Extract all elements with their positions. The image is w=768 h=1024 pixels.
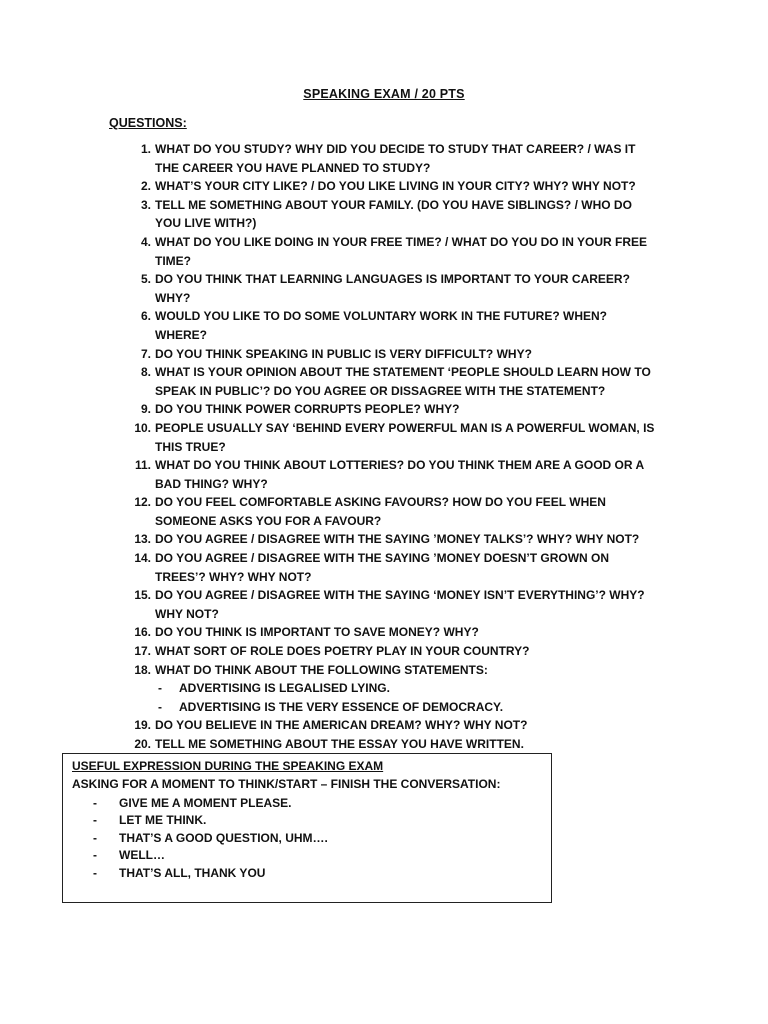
expression-text: LET ME THINK. (119, 813, 207, 828)
list-item (0, 177, 768, 196)
list-item (0, 345, 768, 364)
question-text: DO YOU THINK THAT LEARNING LANGUAGES IS IMPORTANT TO YOUR CAREER? WHY? (155, 272, 630, 305)
dash-bullet: - (93, 813, 97, 828)
question-number: 3. (140, 197, 151, 212)
list-item (0, 140, 768, 177)
question-number: 10. (134, 420, 151, 435)
question-text: DO YOU THINK IS IMPORTANT TO SAVE MONEY? WHY? (155, 625, 479, 640)
list-item (0, 196, 768, 233)
expression-text: THAT’S ALL, THANK YOU (119, 865, 266, 880)
list-item (0, 549, 768, 586)
question-number: 14. (134, 551, 151, 566)
question-text: DO YOU FEEL COMFORTABLE ASKING FAVOURS? HOW DO YOU FEEL WHEN SOMEONE ASKS YOU FOR A FAVOUR? (155, 495, 606, 528)
list-item (0, 456, 768, 493)
dash-bullet: - (93, 865, 97, 880)
question-text: WHAT DO YOU STUDY? WHY DID YOU DECIDE TO STUDY THAT CAREER? / WAS IT THE CAREER YOU HAVE PLANNED TO STUDY? (155, 142, 636, 175)
question-number: 9. (140, 402, 151, 417)
question-number: 1. (140, 142, 151, 156)
dash-bullet: - (93, 830, 97, 845)
box-title: USEFUL EXPRESSION DURING THE SPEAKING EXAM (72, 759, 384, 773)
list-item (0, 642, 768, 661)
list-item (0, 270, 768, 307)
statement-list (0, 679, 768, 716)
question-number: 11. (134, 458, 151, 473)
question-number: 7. (140, 346, 151, 361)
questions-list (0, 140, 768, 754)
question-text: WHAT SORT OF ROLE DOES POETRY PLAY IN YOUR COUNTRY? (155, 644, 530, 659)
question-text: DO YOU BELIEVE IN THE AMERICAN DREAM? WHY? WHY NOT? (155, 718, 528, 733)
question-number: 20. (134, 737, 151, 751)
question-number: 16. (134, 625, 151, 640)
expression-text: GIVE ME A MOMENT PLEASE. (119, 796, 292, 810)
question-text: DO YOU AGREE / DISAGREE WITH THE SAYING ‘MONEY ISN’T EVERYTHING’? WHY? WHY NOT? (155, 588, 645, 621)
question-text: DO YOU AGREE / DISAGREE WITH THE SAYING ’MONEY DOESN’T GROWN ON TREES’? WHY? WHY NOT? (155, 551, 610, 584)
question-text: WHAT DO THINK ABOUT THE FOLLOWING STATEMENTS: (155, 662, 488, 677)
list-item (0, 400, 768, 419)
question-number: 19. (134, 718, 151, 733)
list-item (0, 586, 768, 623)
question-number: 15. (134, 588, 151, 603)
list-item (0, 419, 768, 456)
dash-bullet: - (158, 699, 162, 714)
question-text: WHAT’S YOUR CITY LIKE? / DO YOU LIKE LIVING IN YOUR CITY? WHY? WHY NOT? (155, 179, 636, 194)
list-item (63, 847, 543, 864)
question-text: DO YOU AGREE / DISAGREE WITH THE SAYING ’MONEY TALKS’? WHY? WHY NOT? (155, 532, 640, 547)
list-item (63, 830, 543, 847)
statement-item (0, 679, 768, 698)
question-text: WHAT IS YOUR OPINION ABOUT THE STATEMENT ‘PEOPLE SHOULD LEARN HOW TO SPEAK IN PUBLIC’? DO YOU AGREE OR DISSAGREE WITH THE STATEMENT? (155, 365, 651, 398)
expressions-list (63, 795, 543, 882)
question-text: DO YOU THINK SPEAKING IN PUBLIC IS VERY DIFFICULT? WHY? (155, 346, 532, 361)
question-number: 4. (140, 234, 151, 249)
dash-bullet: - (93, 848, 97, 863)
list-item (0, 530, 768, 549)
dash-bullet: - (158, 681, 162, 696)
statement-item (0, 698, 768, 717)
expression-text: THAT’S A GOOD QUESTION, UHM…. (119, 830, 328, 845)
list-item (0, 716, 768, 735)
list-item (0, 735, 768, 754)
question-text: TELL ME SOMETHING ABOUT YOUR FAMILY. (DO YOU HAVE SIBLINGS? / WHO DO YOU LIVE WITH?) (155, 197, 632, 231)
statement-text: ADVERTISING IS LEGALISED LYING. (179, 681, 390, 696)
list-item (0, 661, 768, 717)
question-number: 5. (140, 272, 151, 287)
question-number: 17. (134, 644, 151, 659)
question-number: 12. (134, 495, 151, 510)
list-item (0, 233, 768, 270)
list-item (0, 363, 768, 400)
page-title: SPEAKING EXAM / 20 PTS (303, 87, 465, 101)
statement-text: ADVERTISING IS THE VERY ESSENCE OF DEMOCRACY. (179, 699, 504, 714)
list-item (63, 795, 543, 812)
questions-heading: QUESTIONS: (109, 116, 187, 130)
question-number: 13. (134, 532, 151, 547)
question-text: WOULD YOU LIKE TO DO SOME VOLUNTARY WORK IN THE FUTURE? WHEN? WHERE? (155, 309, 607, 342)
useful-expressions-box (62, 753, 552, 903)
question-text: WHAT DO YOU LIKE DOING IN YOUR FREE TIME? / WHAT DO YOU DO IN YOUR FREE TIME? (155, 234, 648, 268)
expression-text: WELL… (119, 848, 165, 863)
question-text: PEOPLE USUALLY SAY ‘BEHIND EVERY POWERFUL MAN IS A POWERFUL WOMAN, IS THIS TRUE? (155, 420, 655, 454)
box-subtitle: ASKING FOR A MOMENT TO THINK/START – FINISH THE CONVERSATION: (72, 777, 501, 791)
question-number: 6. (140, 309, 151, 324)
question-number: 2. (140, 179, 151, 194)
question-number: 8. (140, 365, 151, 380)
question-text: WHAT DO YOU THINK ABOUT LOTTERIES? DO YOU THINK THEM ARE A GOOD OR A BAD THING? WHY? (155, 458, 644, 491)
list-item (0, 307, 768, 344)
question-number: 18. (134, 662, 151, 677)
dash-bullet: - (93, 796, 97, 810)
list-item (63, 812, 543, 829)
question-text: DO YOU THINK POWER CORRUPTS PEOPLE? WHY? (155, 402, 460, 417)
list-item (0, 623, 768, 642)
list-item (0, 493, 768, 530)
list-item (63, 865, 543, 882)
question-text: TELL ME SOMETHING ABOUT THE ESSAY YOU HAVE WRITTEN. (155, 737, 524, 751)
